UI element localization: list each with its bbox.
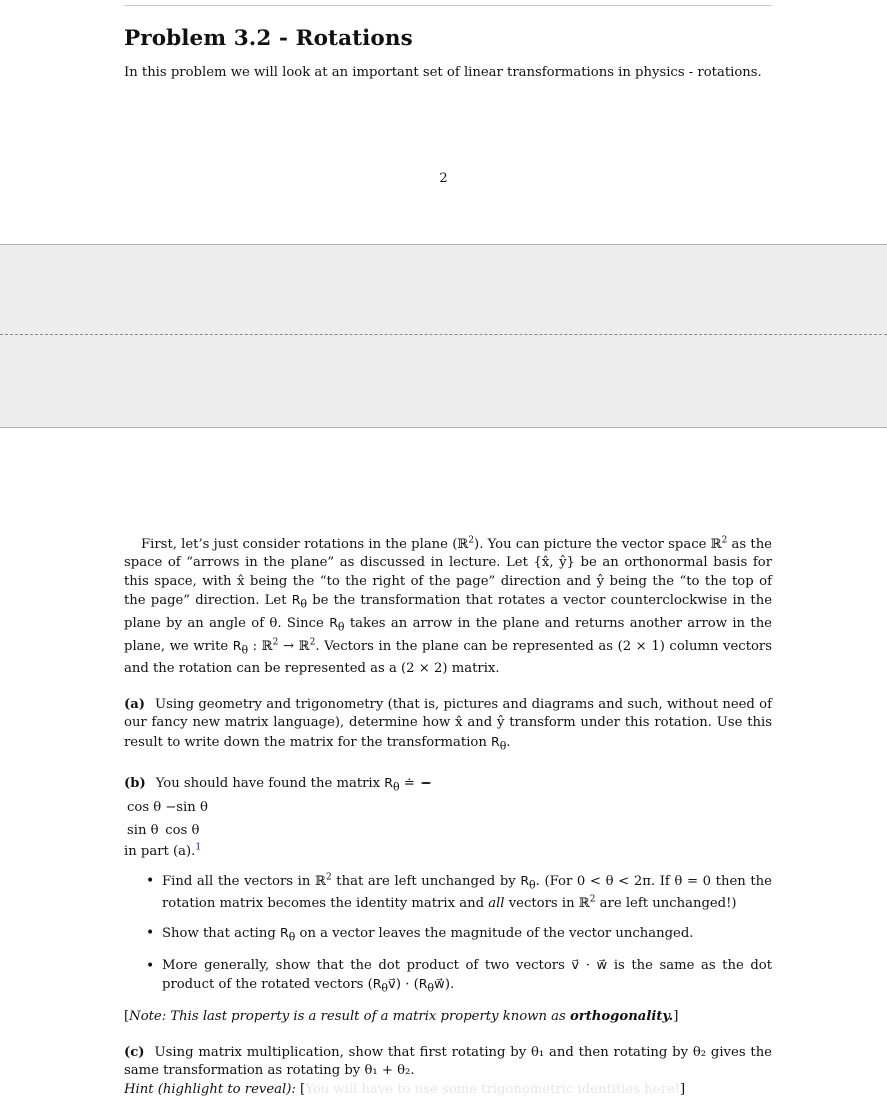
part-b: (b) You should have found the matrix $R_\theta$ ≐ [124, 774, 420, 794]
list-item: • Show that acting $R_\theta$ on a vector leaves the magnitude of the vector unchanged. [162, 924, 772, 947]
problem-body: First, let’s just consider rotations in the plane (ℝ$^2$). You can picture the vector space ℝ$^2$ as the space of “arrows in the plane” as discussed in lecture. Let {x̂, ŷ} be an orthonormal basis for this space, with x̂ being the “to the right of the page” direction and ŷ being the “to the top of the page” direction. Let $R_\theta$ be the transformation that rotates a vector counterclockwise in the plane by an angle of θ. Since $R_\theta$ takes an arrow in the plane and returns another arrow in the plane, we write $R_\theta$ : ℝ$^2$ → ℝ$^2$. Vectors in the plane can be represented as (2 × 1) column vectors and the rotation can be represented as a (2 × 2) matrix. (a) Using geometry and trigonometry (that is, pictures and diagrams and such, without need of our fancy new matrix language), determine how x̂ and ŷ transform under this rotation. Use this result to write down the matrix for the transformation $R_\theta$. (b) You should have found the matrix $R_\theta$ ≐ cos θ −sin θ sin θ cos θ in part (a).$^1$ • Find all the vectors in ℝ$^2$ that are left unchanged by $R_\theta$. (For 0 < θ < 2π. If θ = 0 then the rotation matrix becomes the identity matrix and all vectors in ℝ$^2$ are left unchanged!) • Show that acting $R_\theta$ on a vector leaves the magnitude of the vector unchanged. • More generally, show that the dot product of two vectors v⃗ · w⃗ is the same as the dot product of the rotated vectors $(R_\theta v⃗)$ · $(R_\theta w⃗)$. [Note: This last property is a result of a matrix property known as orthogonality.] (c) Using matrix multiplication, show that first rotating by θ₁ and then rotating by θ₂ gives the same transformation as rotating by θ₁ + θ₂. Hint (highlight to reveal): [You will have to use some trigonometric identities here!] [124, 536, 772, 1099]
intro-text: In this problem we will look at an important set of linear transformations in physics - rotations. [124, 65, 762, 80]
problem-title: Problem 3.2 - Rotations [124, 26, 413, 51]
page-break-gap [0, 244, 887, 428]
orthogonality-note: [Note: This last property is a result of a matrix property known as orthogonality.] [124, 1008, 679, 1024]
part-c: (c) Using matrix multiplication, show that first rotating by θ₁ and then rotating by θ₂ gives the same transformation as rotating by θ₁ + θ₂. Hint (highlight to reveal): [You will have to use some trigonometric identities here!] [124, 1045, 772, 1097]
footnote-link[interactable]: 1 [195, 842, 202, 853]
hint-label: Hint (highlight to reveal): [124, 1081, 296, 1097]
part-a-label: (a) [124, 697, 146, 712]
part-a: (a) Using geometry and trigonometry (that is, pictures and diagrams and such, without need of our fancy new matrix language), determine how x̂ and ŷ transform under this rotation. Use this result to write down the matrix for the transformation $R_\theta$. [124, 697, 772, 753]
list-item: • Find all the vectors in ℝ$^2$ that are left unchanged by $R_\theta$. (For 0 < θ < 2π. If θ = 0 then the rotation matrix becomes the identity matrix and all vectors in ℝ$^2$ are left unchanged!) [162, 872, 772, 913]
top-rule [124, 5, 772, 6]
page-break-line [0, 334, 887, 335]
part-c-label: (c) [124, 1045, 145, 1061]
page-number: 2 [439, 171, 448, 186]
list-item: • More generally, show that the dot product of two vectors v⃗ · w⃗ is the same as the dot product of the rotated vectors $(R_\theta v⃗)$ · $(R_\theta w⃗)$. [162, 957, 772, 998]
part-b-bullets [124, 872, 772, 997]
part-b-label: (b) [124, 775, 146, 791]
intro-paragraph: First, let’s just consider rotations in the plane (ℝ$^2$). You can picture the vector space ℝ$^2$ as the space of “arrows in the plane” as discussed in lecture. Let {x̂, ŷ} be an orthonormal basis for this space, with x̂ being the “to the right of the page” direction and ŷ being the “to the top of the page” direction. Let $R_\theta$ be the transformation that rotates a vector counterclockwise in the plane by an angle of θ. Since $R_\theta$ takes an arrow in the plane and returns another arrow in the plane, we write $R_\theta$ : ℝ$^2$ → ℝ$^2$. Vectors in the plane can be represented as (2 × 1) column vectors and the rotation can be represented as a (2 × 2) matrix. [124, 535, 772, 676]
hidden-hint-text[interactable]: You will have to use some trigonometric identities here! [305, 1081, 681, 1097]
